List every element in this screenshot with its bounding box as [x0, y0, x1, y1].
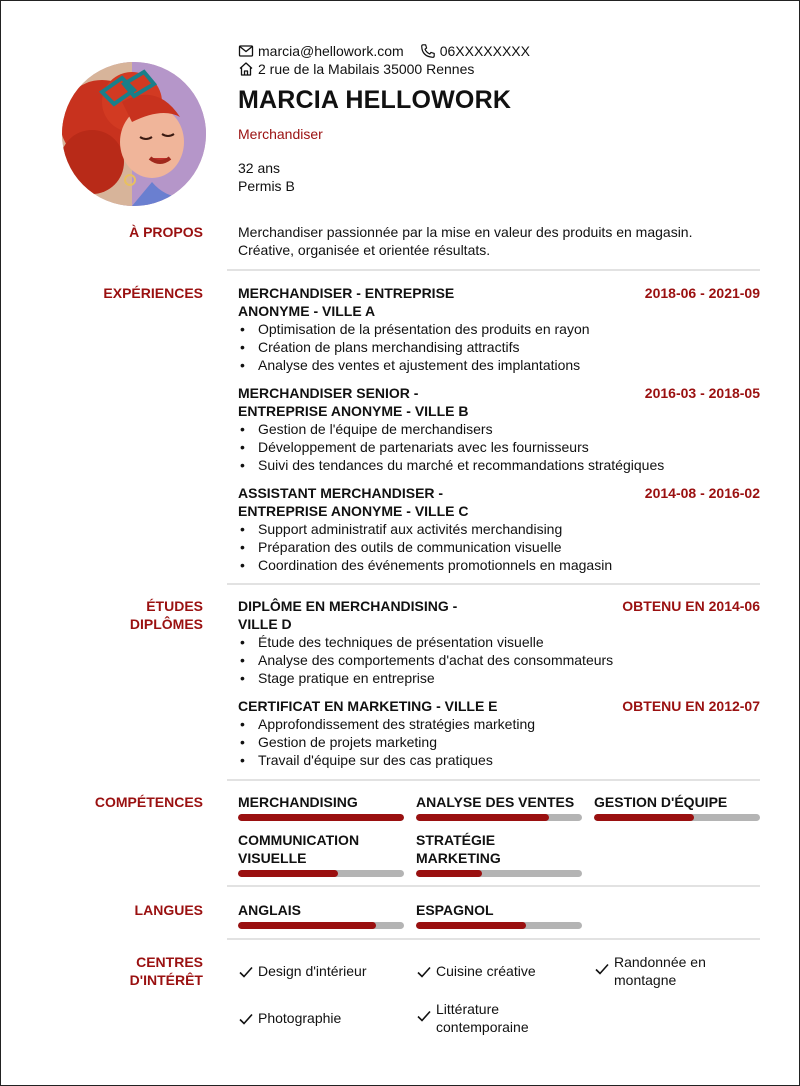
skill-name: GESTION D'ÉQUIPE: [594, 794, 728, 810]
interest-text: Photographie: [258, 1010, 342, 1026]
education-date: OBTENU EN 2012-07: [622, 698, 760, 714]
phone-contact[interactable]: [420, 42, 530, 60]
skill-name-line-1: STRATÉGIE: [416, 832, 496, 848]
interest-item: [238, 962, 367, 980]
interests-label-line-1: CENTRES: [136, 954, 203, 970]
address-text: 2 rue de la Mabilais 35000 Rennes: [258, 61, 475, 77]
candidate-name: MARCIA HELLOWORK: [238, 86, 512, 114]
experience-tasks: [238, 520, 760, 574]
experience-title: [238, 484, 488, 520]
language-level-fill: [416, 922, 526, 929]
profile-photo: [62, 62, 206, 206]
skill-level-bar: [238, 870, 404, 877]
interest-text-line-1: Randonnée en: [614, 954, 706, 970]
about-text: [238, 223, 692, 259]
education-title: [238, 597, 488, 633]
skill-item: [594, 793, 760, 821]
detail-item: • Stage pratique en entreprise: [238, 669, 760, 687]
check-icon: [416, 964, 432, 980]
task-item: • Support administratif aux activités merchandising: [238, 520, 760, 538]
experience-entry: [238, 484, 760, 574]
about-section-label: À PROPOS: [129, 224, 203, 240]
task-item: • Analyse des ventes et ajustement des implantations: [238, 356, 760, 374]
education-entry: [238, 697, 760, 769]
task-item: • Coordination des événements promotionnels en magasin: [238, 556, 760, 574]
detail-item: • Travail d'équipe sur des cas pratiques: [238, 751, 760, 769]
skill-name-line-1: COMMUNICATION: [238, 832, 360, 848]
languages-section-label: LANGUES: [134, 902, 203, 918]
interest-text-line-1: Littérature: [436, 1001, 500, 1017]
experience-date: 2016-03 - 2018-05: [644, 385, 760, 401]
education-title: [238, 697, 578, 715]
task-item: • Développement de partenariats avec les fournisseurs: [238, 438, 760, 456]
phone-icon: [420, 43, 436, 59]
license-text: Permis B: [238, 178, 295, 194]
task-item: • Optimisation de la présentation des produits en rayon: [238, 320, 760, 338]
section-divider: [227, 779, 760, 781]
interest-item: [416, 1000, 529, 1036]
check-icon: [238, 1011, 254, 1027]
skill-level-bar: [416, 870, 582, 877]
email-text: marcia@hellowork.com: [258, 43, 404, 59]
skill-item: [416, 793, 582, 821]
skill-level-fill: [416, 870, 482, 877]
experience-title-line-2: ANONYME - VILLE A: [238, 303, 376, 319]
skill-level-fill: [594, 814, 694, 821]
experience-title-line-2: ENTREPRISE ANONYME - VILLE C: [238, 503, 469, 519]
experience-title-line-1: MERCHANDISER - ENTREPRISE: [238, 285, 455, 301]
task-item: • Gestion de l'équipe de merchandisers: [238, 420, 760, 438]
skills-section-label: COMPÉTENCES: [94, 794, 203, 810]
language-level-fill: [238, 922, 376, 929]
skill-item: [416, 831, 582, 877]
experience-title-line-2: ENTREPRISE ANONYME - VILLE B: [238, 403, 469, 419]
address-contact: [238, 60, 474, 78]
phone-text: 06XXXXXXXX: [439, 43, 530, 59]
skill-level-fill: [416, 814, 549, 821]
age-text: 32 ans: [238, 160, 281, 176]
education-details: [238, 715, 760, 769]
skill-name: [238, 831, 404, 867]
experience-tasks: [238, 420, 760, 474]
experience-tasks: [238, 320, 760, 374]
language-level-bar: [416, 922, 582, 929]
task-item: • Préparation des outils de communication visuelle: [238, 538, 760, 556]
experience-title: [238, 384, 488, 420]
language-item: [416, 901, 582, 929]
detail-item: • Analyse des comportements d'achat des consommateurs: [238, 651, 760, 669]
education-label-line-2: DIPLÔMES: [129, 616, 203, 632]
task-item: • Création de plans merchandising attractifs: [238, 338, 760, 356]
skill-level-bar: [238, 814, 404, 821]
skill-item: [238, 831, 404, 877]
interest-text-line-2: contemporaine: [436, 1019, 529, 1035]
about-line-2: Créative, organisée et orientée résultats.: [238, 242, 491, 258]
education-entry: [238, 597, 760, 687]
interest-text-line-2: montagne: [614, 972, 677, 988]
education-label-line-1: ÉTUDES: [146, 598, 203, 614]
skill-name: [416, 831, 582, 867]
education-title-line-2: VILLE D: [238, 616, 292, 632]
detail-item: • Gestion de projets marketing: [238, 733, 760, 751]
check-icon: [416, 1008, 432, 1024]
education-title-line-1: CERTIFICAT EN MARKETING - VILLE E: [238, 698, 498, 714]
skill-name: ANALYSE DES VENTES: [416, 794, 575, 810]
check-icon: [594, 961, 610, 977]
skill-item: [238, 793, 404, 821]
email-contact[interactable]: [238, 42, 404, 60]
home-icon: [238, 61, 254, 77]
experience-entry: [238, 384, 760, 474]
interests-section-label: [130, 953, 203, 989]
check-icon: [238, 964, 254, 980]
section-divider: [227, 269, 760, 271]
experience-title-line-1: MERCHANDISER SENIOR -: [238, 385, 419, 401]
about-line-1: Merchandiser passionnée par la mise en valeur des produits en magasin.: [238, 224, 693, 240]
experience-title: [238, 284, 488, 320]
interests-label-line-2: D'INTÉRÊT: [129, 972, 203, 988]
education-section-label: [130, 597, 203, 633]
section-divider: [227, 938, 760, 940]
skill-level-bar: [416, 814, 582, 821]
education-title-line-1: DIPLÔME EN MERCHANDISING -: [238, 598, 458, 614]
interest-text: Cuisine créative: [436, 963, 536, 979]
interest-text: Design d'intérieur: [258, 963, 367, 979]
experience-entry: [238, 284, 760, 374]
language-level-bar: [238, 922, 404, 929]
job-title: Merchandiser: [238, 126, 323, 142]
language-name: ANGLAIS: [238, 902, 301, 918]
contact-block: [238, 42, 546, 78]
skill-name: MERCHANDISING: [238, 794, 358, 810]
education-details: [238, 633, 760, 687]
education-date: OBTENU EN 2014-06: [622, 598, 760, 614]
experience-date: 2014-08 - 2016-02: [644, 485, 760, 501]
mail-icon: [238, 43, 254, 59]
skill-name-line-2: VISUELLE: [238, 850, 307, 866]
section-divider: [227, 583, 760, 585]
interest-item: [238, 1009, 341, 1027]
section-divider: [227, 885, 760, 887]
personal-info: [238, 159, 295, 195]
experience-date: 2018-06 - 2021-09: [644, 285, 760, 301]
skill-level-fill: [238, 870, 338, 877]
skill-level-fill: [238, 814, 404, 821]
detail-item: • Approfondissement des stratégies marketing: [238, 715, 760, 733]
experience-title-line-1: ASSISTANT MERCHANDISER -: [238, 485, 444, 501]
task-item: • Suivi des tendances du marché et recommandations stratégiques: [238, 456, 760, 474]
language-name: ESPAGNOL: [416, 902, 494, 918]
interest-item: [594, 953, 706, 989]
language-item: [238, 901, 404, 929]
experience-section-label: EXPÉRIENCES: [103, 285, 203, 301]
skill-level-bar: [594, 814, 760, 821]
interest-item: [416, 962, 536, 980]
detail-item: • Étude des techniques de présentation visuelle: [238, 633, 760, 651]
skill-name-line-2: MARKETING: [416, 850, 501, 866]
